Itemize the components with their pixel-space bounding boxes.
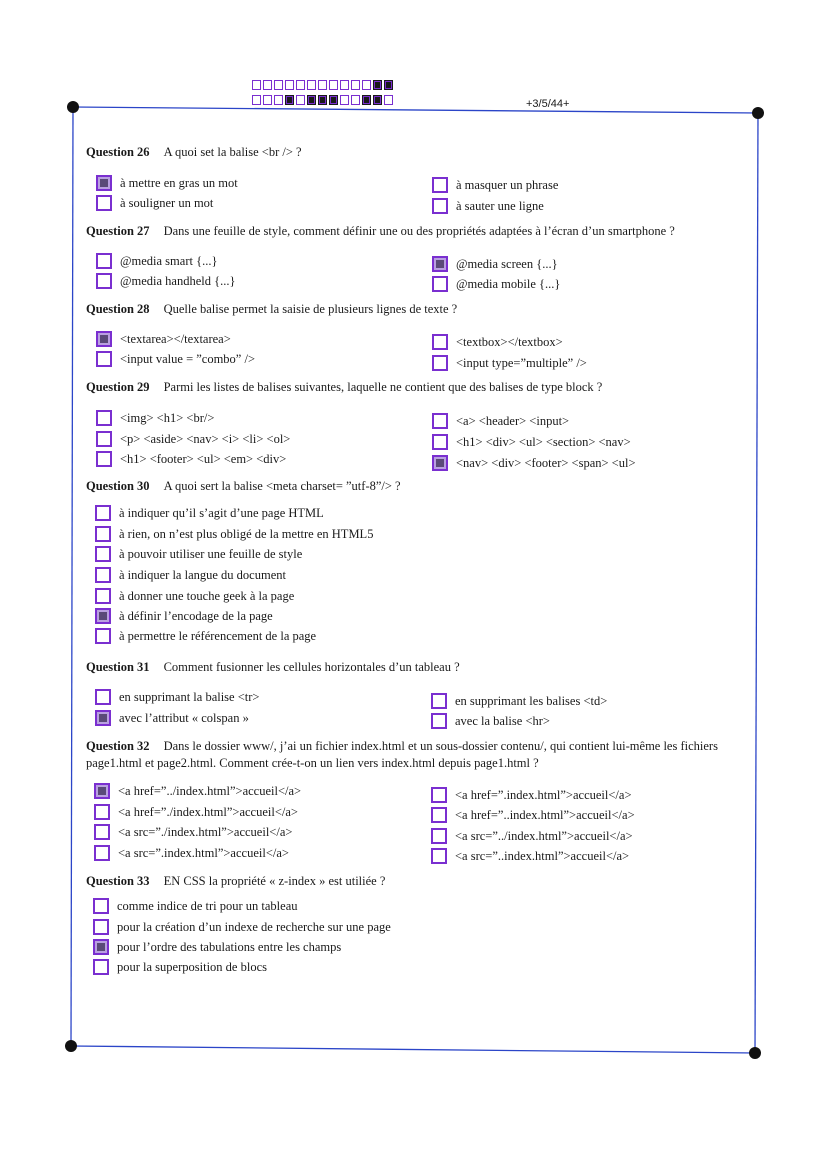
checkbox[interactable] xyxy=(94,845,110,861)
option-label: à souligner un mot xyxy=(120,195,214,210)
barcode-cell xyxy=(384,95,393,105)
checkbox[interactable] xyxy=(96,195,112,211)
frame-top-line xyxy=(73,107,758,113)
frame-right-line xyxy=(755,113,758,1053)
question-title xyxy=(86,302,457,317)
checkbox[interactable] xyxy=(432,177,448,193)
answer-option[interactable] xyxy=(93,919,391,935)
option-label: à définir l’encodage de la page xyxy=(119,608,273,623)
question-text: Dans le dossier www/, j’ai un fichier index.html et un sous-dossier contenu/, qui contient lui-même les fichiers page1.html et page2.html. Comment crée-t-on un lien vers index.html depuis page1.html ? xyxy=(86,739,718,770)
checkbox[interactable] xyxy=(96,351,112,367)
checkbox[interactable] xyxy=(96,451,112,467)
question-text: Parmi les listes de balises suivantes, laquelle ne contient que des balises de type block ? xyxy=(163,380,603,394)
option-label: à pouvoir utiliser une feuille de style xyxy=(119,546,303,561)
checkbox[interactable] xyxy=(431,807,447,823)
option-label: <h1> <div> <ul> <section> <nav> xyxy=(456,434,631,449)
option-label: <textbox></textbox> xyxy=(456,334,563,349)
option-label: <img> <h1> <br/> xyxy=(120,410,215,425)
checkbox[interactable] xyxy=(431,828,447,844)
checkbox[interactable] xyxy=(93,959,109,975)
option-label: à permettre le référencement de la page xyxy=(119,628,317,643)
checkbox[interactable] xyxy=(95,710,111,726)
answer-option[interactable] xyxy=(431,713,550,729)
option-label: pour la création d’un indexe de recherche sur une page xyxy=(117,919,391,934)
answer-option[interactable] xyxy=(431,693,607,709)
option-label: <a> <header> <input> xyxy=(456,413,570,428)
answer-option[interactable] xyxy=(95,628,316,644)
question-text: A quoi sert la balise <meta charset= ”utf-8”/> ? xyxy=(163,479,401,493)
checkbox[interactable] xyxy=(95,608,111,624)
answer-option[interactable] xyxy=(94,804,298,820)
option-label: <a href=”..index.html”>accueil</a> xyxy=(455,807,635,822)
answer-option[interactable] xyxy=(432,413,569,429)
checkbox[interactable] xyxy=(96,253,112,269)
option-label: <a src=”../index.html”>accueil</a> xyxy=(455,828,633,843)
question-title xyxy=(86,479,401,494)
option-label: à donner une touche geek à la page xyxy=(119,588,295,603)
option-label: à indiquer la langue du document xyxy=(119,567,286,582)
checkbox[interactable] xyxy=(95,505,111,521)
option-label: pour l’ordre des tabulations entre les champs xyxy=(117,939,342,954)
checkbox[interactable] xyxy=(96,431,112,447)
option-label: <input value = ”combo” /> xyxy=(120,351,256,366)
option-label: <a src=”..index.html”>accueil</a> xyxy=(455,848,630,863)
answer-option[interactable] xyxy=(432,198,544,214)
option-label: @media smart {...} xyxy=(120,253,218,268)
checkbox[interactable] xyxy=(432,355,448,371)
answer-option[interactable] xyxy=(432,334,563,350)
barcode-cell xyxy=(296,80,305,90)
answer-option[interactable] xyxy=(95,608,273,624)
option-label: <input type=”multiple” /> xyxy=(456,355,587,370)
answer-option[interactable] xyxy=(95,505,324,521)
option-label: <a href=”./index.html”>accueil</a> xyxy=(118,804,298,819)
barcode-cell xyxy=(351,95,360,105)
answer-option[interactable] xyxy=(96,175,238,191)
barcode-cell xyxy=(362,95,371,105)
answer-option[interactable] xyxy=(95,710,249,726)
barcode-cell xyxy=(285,95,294,105)
answer-option[interactable] xyxy=(96,351,255,367)
option-label: à sauter une ligne xyxy=(456,198,544,213)
question-title xyxy=(86,380,602,395)
question-title xyxy=(86,738,748,772)
barcode-cell xyxy=(318,80,327,90)
question-number: Question 26 xyxy=(86,145,150,159)
question-number: Question 28 xyxy=(86,302,150,316)
barcode-cell xyxy=(252,80,261,90)
option-label: <nav> <div> <footer> <span> <ul> xyxy=(456,455,636,470)
answer-option[interactable] xyxy=(431,787,632,803)
checkbox[interactable] xyxy=(431,693,447,709)
barcode-cell xyxy=(373,80,382,90)
question-title xyxy=(86,224,675,239)
option-label: à mettre en gras un mot xyxy=(120,175,238,190)
answer-option[interactable] xyxy=(95,588,294,604)
option-label: @media handheld {...} xyxy=(120,273,236,288)
checkbox[interactable] xyxy=(96,410,112,426)
question-number: Question 27 xyxy=(86,224,150,238)
corner-marker-top-right xyxy=(752,107,764,119)
answer-option[interactable] xyxy=(95,567,286,583)
answer-option[interactable] xyxy=(432,355,587,371)
answer-option[interactable] xyxy=(96,273,236,289)
option-label: <a href=”../index.html”>accueil</a> xyxy=(118,783,302,798)
answer-option[interactable] xyxy=(96,431,290,447)
question-text: Quelle balise permet la saisie de plusieurs lignes de texte ? xyxy=(163,302,458,316)
option-label: pour la superposition de blocs xyxy=(117,959,267,974)
barcode-cell xyxy=(285,80,294,90)
checkbox[interactable] xyxy=(432,198,448,214)
option-label: <textarea></textarea> xyxy=(120,331,231,346)
barcode-cell xyxy=(263,80,272,90)
checkbox[interactable] xyxy=(431,787,447,803)
option-label: comme indice de tri pour un tableau xyxy=(117,898,298,913)
question-text: Comment fusionner les cellules horizontales d’un tableau ? xyxy=(163,660,460,674)
barcode-cell xyxy=(351,80,360,90)
page-id: +3/5/44+ xyxy=(526,98,570,110)
barcode-cell xyxy=(329,80,338,90)
question-number: Question 31 xyxy=(86,660,150,674)
checkbox[interactable] xyxy=(96,331,112,347)
checkbox[interactable] xyxy=(96,175,112,191)
answer-option[interactable] xyxy=(432,177,558,193)
barcode-cell xyxy=(318,95,327,105)
option-label: <a src=”.index.html”>accueil</a> xyxy=(118,845,289,860)
question-title xyxy=(86,874,385,889)
question-number: Question 32 xyxy=(86,739,150,753)
checkbox[interactable] xyxy=(432,256,448,272)
answer-option[interactable] xyxy=(94,824,292,840)
question-number: Question 29 xyxy=(86,380,150,394)
barcode-cell xyxy=(307,95,316,105)
option-label: <a src=”./index.html”>accueil</a> xyxy=(118,824,293,839)
corner-marker-bottom-right xyxy=(749,1047,761,1059)
barcode-row-2 xyxy=(252,95,393,105)
frame-bottom-line xyxy=(71,1046,755,1053)
checkbox[interactable] xyxy=(95,588,111,604)
question-title xyxy=(86,145,302,160)
answer-option[interactable] xyxy=(432,455,636,471)
checkbox[interactable] xyxy=(431,713,447,729)
answer-option[interactable] xyxy=(95,689,259,705)
answer-option[interactable] xyxy=(96,331,231,347)
checkbox[interactable] xyxy=(95,628,111,644)
checkbox[interactable] xyxy=(94,804,110,820)
frame-left-line xyxy=(71,107,73,1046)
answer-option[interactable] xyxy=(96,410,214,426)
option-label: avec la balise <hr> xyxy=(455,713,550,728)
barcode-cell xyxy=(274,80,283,90)
option-label: @media screen {...} xyxy=(456,256,558,271)
option-label: en supprimant les balises <td> xyxy=(455,693,608,708)
option-label: en supprimant la balise <tr> xyxy=(119,689,260,704)
answer-option[interactable] xyxy=(432,256,558,272)
question-number: Question 33 xyxy=(86,874,150,888)
checkbox[interactable] xyxy=(432,434,448,450)
checkbox[interactable] xyxy=(94,824,110,840)
barcode-cell xyxy=(263,95,272,105)
barcode-cell xyxy=(274,95,283,105)
checkbox[interactable] xyxy=(93,919,109,935)
barcode-cell xyxy=(340,95,349,105)
question-text: Dans une feuille de style, comment définir une ou des propriétés adaptées à l’écran d’un smartphone ? xyxy=(163,224,675,238)
corner-marker-bottom-left xyxy=(65,1040,77,1052)
answer-option[interactable] xyxy=(95,546,302,562)
option-label: à indiquer qu’il s’agit d’une page HTML xyxy=(119,505,324,520)
barcode-cell xyxy=(384,80,393,90)
barcode-cell xyxy=(340,80,349,90)
option-label: @media mobile {...} xyxy=(456,276,561,291)
checkbox[interactable] xyxy=(96,273,112,289)
barcode-cell xyxy=(307,80,316,90)
checkbox[interactable] xyxy=(432,334,448,350)
checkbox[interactable] xyxy=(93,939,109,955)
option-label: à rien, on n’est plus obligé de la mettre en HTML5 xyxy=(119,526,374,541)
question-number: Question 30 xyxy=(86,479,150,493)
checkbox[interactable] xyxy=(95,689,111,705)
answer-option[interactable] xyxy=(95,526,373,542)
option-label: <a href=”.index.html”>accueil</a> xyxy=(455,787,632,802)
barcode-cell xyxy=(373,95,382,105)
question-title xyxy=(86,660,460,675)
barcode-cell xyxy=(362,80,371,90)
answer-option[interactable] xyxy=(96,195,213,211)
option-label: à masquer un phrase xyxy=(456,177,559,192)
option-label: avec l’attribut « colspan » xyxy=(119,710,249,725)
barcode-cell xyxy=(329,95,338,105)
answer-option[interactable] xyxy=(431,807,635,823)
checkbox[interactable] xyxy=(94,783,110,799)
checkbox[interactable] xyxy=(95,546,111,562)
option-label: <h1> <footer> <ul> <em> <div> xyxy=(120,451,287,466)
answer-option[interactable] xyxy=(94,845,289,861)
answer-option[interactable] xyxy=(94,783,301,799)
checkbox[interactable] xyxy=(95,567,111,583)
checkbox[interactable] xyxy=(93,898,109,914)
answer-option[interactable] xyxy=(93,939,341,955)
question-text: EN CSS la propriété « z-index » est utiliée ? xyxy=(163,874,386,888)
checkbox[interactable] xyxy=(431,848,447,864)
question-text: A quoi set la balise <br /> ? xyxy=(163,145,302,159)
answer-option[interactable] xyxy=(432,434,631,450)
answer-option[interactable] xyxy=(431,848,629,864)
answer-option[interactable] xyxy=(431,828,633,844)
barcode-row-1 xyxy=(252,80,393,90)
barcode-cell xyxy=(296,95,305,105)
answer-option[interactable] xyxy=(96,253,217,269)
corner-marker-top-left xyxy=(67,101,79,113)
answer-option[interactable] xyxy=(432,276,560,292)
barcode-cell xyxy=(252,95,261,105)
answer-option[interactable] xyxy=(93,898,298,914)
checkbox[interactable] xyxy=(95,526,111,542)
answer-option[interactable] xyxy=(96,451,286,467)
option-label: <p> <aside> <nav> <i> <li> <ol> xyxy=(120,431,291,446)
checkbox[interactable] xyxy=(432,413,448,429)
answer-option[interactable] xyxy=(93,959,267,975)
checkbox[interactable] xyxy=(432,276,448,292)
checkbox[interactable] xyxy=(432,455,448,471)
